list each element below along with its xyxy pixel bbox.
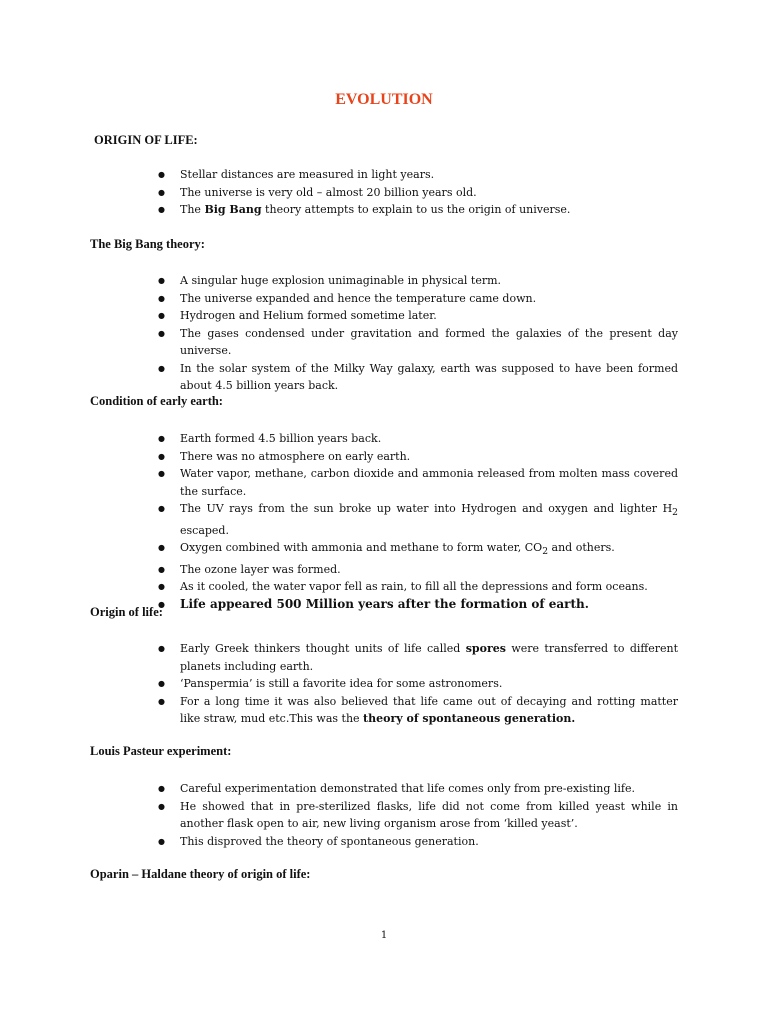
list-item: ● For a long time it was also believed that life came out of decaying and rotting matter like straw, mud etc.This was the theory of spontaneous generation. (150, 693, 678, 728)
bullet-list-pasteur (150, 780, 678, 850)
bullet-list-origin-of-life-2 (150, 640, 678, 728)
list-item: ● Life appeared 500 Million years after the formation of earth. (150, 596, 678, 614)
bullet-list-early-earth (150, 430, 678, 613)
list-item: ● Early Greek thinkers thought units of life called spores were transferred to different planets including earth. (150, 640, 678, 675)
page-number: 1 (380, 930, 388, 941)
list-item: ● The universe is very old – almost 20 billion years old. (150, 184, 678, 202)
section-heading-origin-of-life: ORIGIN OF LIFE: (94, 133, 198, 147)
section-heading-origin-of-life-2: Origin of life: (90, 605, 163, 619)
list-item: ● A singular huge explosion unimaginable in physical term. (150, 272, 678, 290)
list-item: ● In the solar system of the Milky Way galaxy, earth was supposed to have been formed about 4.5 billion years back. (150, 360, 678, 395)
list-item: ● The Big Bang theory attempts to explain to us the origin of universe. (150, 201, 678, 219)
section-heading-oparin-haldane: Oparin – Haldane theory of origin of life: (90, 867, 311, 881)
list-item: ● Hydrogen and Helium formed sometime later. (150, 307, 678, 325)
bullet-list-big-bang (150, 272, 678, 395)
list-item: ● There was no atmosphere on early earth. (150, 448, 678, 466)
page-title: EVOLUTION (335, 91, 433, 108)
list-item: ● The universe expanded and hence the temperature came down. (150, 290, 678, 308)
list-item: ● The UV rays from the sun broke up water into Hydrogen and oxygen and lighter $H_2$ escaped. (150, 500, 678, 539)
section-heading-big-bang: The Big Bang theory: (90, 237, 205, 251)
list-item: ● Earth formed 4.5 billion years back. (150, 430, 678, 448)
list-item: ● ‘Panspermia’ is still a favorite idea for some astronomers. (150, 675, 678, 693)
list-item: ● The ozone layer was formed. (150, 561, 678, 579)
list-item: ● Careful experimentation demonstrated that life comes only from pre-existing life. (150, 780, 678, 798)
list-item: ● He showed that in pre-sterilized flasks, life did not come from killed yeast while in another flask open to air, new living organism arose from ‘killed yeast’. (150, 798, 678, 833)
list-item: ● Stellar distances are measured in light years. (150, 166, 678, 184)
list-item: ● Oxygen combined with ammonia and methane to form water, $CO_2$ and others. (150, 539, 678, 561)
list-item: ● This disproved the theory of spontaneous generation. (150, 833, 678, 851)
list-item: ● As it cooled, the water vapor fell as rain, to fill all the depressions and form oceans. (150, 578, 678, 596)
list-item: ● The gases condensed under gravitation and formed the galaxies of the present day universe. (150, 325, 678, 360)
bullet-list-origin-of-life (150, 166, 678, 219)
list-item: ● Water vapor, methane, carbon dioxide and ammonia released from molten mass covered the surface. (150, 465, 678, 500)
section-heading-pasteur: Louis Pasteur experiment: (90, 744, 232, 758)
section-heading-early-earth: Condition of early earth: (90, 394, 223, 408)
